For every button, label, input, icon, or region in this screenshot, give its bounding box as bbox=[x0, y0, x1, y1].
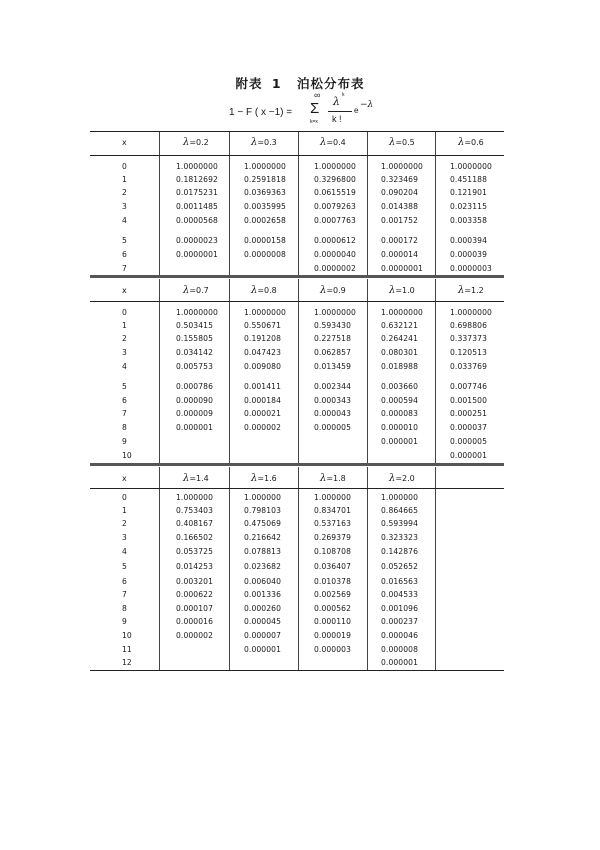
probability-cell: 0.000343 bbox=[314, 396, 352, 405]
x-value: 7 bbox=[122, 590, 127, 599]
title-name: 泊松分布表 bbox=[296, 76, 365, 91]
probability-cell: 0.047423 bbox=[244, 348, 282, 357]
probability-cell: 0.000005 bbox=[314, 423, 352, 432]
probability-cell: 0.864665 bbox=[381, 506, 419, 515]
probability-cell: 0.0175231 bbox=[176, 188, 218, 197]
probability-cell: 0.000622 bbox=[176, 590, 214, 599]
probability-cell: 0.323323 bbox=[381, 533, 419, 542]
probability-cell: 0.632121 bbox=[381, 321, 419, 330]
probability-cell: 0.000045 bbox=[244, 617, 282, 626]
probability-cell: 0.0369363 bbox=[244, 188, 286, 197]
x-value: 7 bbox=[122, 264, 127, 273]
probability-cell: 1.0000000 bbox=[450, 308, 492, 317]
probability-cell: 1.0000000 bbox=[381, 162, 423, 171]
probability-cell: 0.0000023 bbox=[176, 236, 218, 245]
probability-cell: 0.014253 bbox=[176, 562, 214, 571]
probability-cell: 0.018988 bbox=[381, 362, 419, 371]
lambda-header bbox=[183, 473, 209, 484]
probability-cell: 0.023115 bbox=[450, 202, 488, 211]
probability-cell: 0.000172 bbox=[381, 236, 419, 245]
probability-cell: 0.0079263 bbox=[314, 202, 356, 211]
page-title bbox=[0, 74, 600, 92]
probability-cell: 0.0007763 bbox=[314, 216, 356, 225]
probability-cell: 0.001500 bbox=[450, 396, 488, 405]
x-value: 9 bbox=[122, 437, 127, 446]
probability-cell: 0.001096 bbox=[381, 604, 419, 613]
probability-cell: 0.753403 bbox=[176, 506, 214, 515]
probability-cell: 0.000394 bbox=[450, 236, 488, 245]
formula-fraction-bar bbox=[328, 111, 352, 112]
probability-cell: 0.004533 bbox=[381, 590, 419, 599]
lambda-header bbox=[183, 137, 209, 148]
x-value: 8 bbox=[122, 604, 127, 613]
lambda-symbol: λ bbox=[320, 473, 327, 484]
column-divider bbox=[435, 279, 436, 464]
x-value: 3 bbox=[122, 533, 127, 542]
probability-cell: 0.142876 bbox=[381, 547, 419, 556]
lambda-value: =0.9 bbox=[326, 286, 346, 295]
x-value: 1 bbox=[122, 506, 127, 515]
probability-cell: 0.000019 bbox=[314, 631, 352, 640]
x-value: 6 bbox=[122, 577, 127, 586]
x-value: 0 bbox=[122, 308, 127, 317]
lambda-symbol: λ bbox=[251, 473, 258, 484]
probability-cell: 1.0000000 bbox=[314, 162, 356, 171]
x-value: 5 bbox=[122, 562, 127, 571]
probability-cell: 0.000043 bbox=[314, 409, 352, 418]
lambda-symbol: λ bbox=[458, 137, 465, 148]
x-value: 3 bbox=[122, 202, 127, 211]
lambda-header bbox=[320, 137, 346, 148]
lambda-symbol: λ bbox=[251, 285, 258, 296]
section-separator bbox=[90, 275, 504, 278]
x-value: 5 bbox=[122, 236, 127, 245]
x-value: 3 bbox=[122, 348, 127, 357]
probability-cell: 0.080301 bbox=[381, 348, 419, 357]
lambda-symbol: λ bbox=[183, 473, 190, 484]
formula-numerator-exp: k bbox=[342, 92, 345, 98]
lambda-header bbox=[320, 285, 346, 296]
probability-cell: 0.052652 bbox=[381, 562, 419, 571]
probability-cell: 0.834701 bbox=[314, 506, 352, 515]
probability-cell: 1.0000000 bbox=[244, 308, 286, 317]
probability-cell: 0.227518 bbox=[314, 334, 352, 343]
probability-cell: 0.000009 bbox=[176, 409, 214, 418]
probability-cell: 1.000000 bbox=[176, 493, 214, 502]
formula-sum-upper: ∞ bbox=[314, 90, 321, 100]
probability-cell: 0.000594 bbox=[381, 396, 419, 405]
probability-cell: 0.216642 bbox=[244, 533, 282, 542]
lambda-header bbox=[389, 473, 415, 484]
header-separator bbox=[90, 488, 504, 489]
lambda-value: =1.6 bbox=[257, 474, 277, 483]
probability-cell: 1.000000 bbox=[244, 493, 282, 502]
lambda-header bbox=[458, 285, 484, 296]
probability-cell: 0.062857 bbox=[314, 348, 352, 357]
probability-cell: 0.698806 bbox=[450, 321, 488, 330]
probability-cell: 0.000001 bbox=[381, 658, 419, 667]
x-value: 2 bbox=[122, 188, 127, 197]
probability-cell: 0.000046 bbox=[381, 631, 419, 640]
probability-cell: 0.0000158 bbox=[244, 236, 286, 245]
probability-cell: 0.036407 bbox=[314, 562, 352, 571]
probability-cell: 0.3296800 bbox=[314, 175, 356, 184]
probability-cell: 0.166502 bbox=[176, 533, 214, 542]
column-divider bbox=[367, 132, 368, 276]
formula-sum-lower: k=x bbox=[310, 119, 318, 125]
probability-cell: 0.0002658 bbox=[244, 216, 286, 225]
probability-cell: 0.798103 bbox=[244, 506, 282, 515]
column-divider bbox=[229, 279, 230, 464]
x-value: 11 bbox=[122, 645, 132, 654]
probability-cell: 1.0000000 bbox=[314, 308, 356, 317]
column-divider bbox=[298, 132, 299, 276]
lambda-value: =0.7 bbox=[189, 286, 209, 295]
probability-cell: 0.0000568 bbox=[176, 216, 218, 225]
formula-sum-sign: Σ bbox=[310, 100, 320, 117]
probability-cell: 0.155805 bbox=[176, 334, 214, 343]
lambda-header bbox=[389, 137, 415, 148]
probability-cell: 1.0000000 bbox=[381, 308, 423, 317]
lambda-header bbox=[389, 285, 415, 296]
lambda-value: =1.2 bbox=[464, 286, 484, 295]
probability-cell: 0.016563 bbox=[381, 577, 419, 586]
probability-cell: 0.121901 bbox=[450, 188, 488, 197]
probability-cell: 0.593430 bbox=[314, 321, 352, 330]
lambda-value: =1.8 bbox=[326, 474, 346, 483]
lambda-value: =0.8 bbox=[257, 286, 277, 295]
probability-cell: 0.002344 bbox=[314, 382, 352, 391]
probability-cell: 0.001336 bbox=[244, 590, 282, 599]
lambda-header bbox=[251, 137, 277, 148]
probability-cell: 0.120513 bbox=[450, 348, 488, 357]
probability-cell: 0.108708 bbox=[314, 547, 352, 556]
probability-cell: 0.013459 bbox=[314, 362, 352, 371]
x-value: 2 bbox=[122, 334, 127, 343]
probability-cell: 0.006040 bbox=[244, 577, 282, 586]
probability-cell: 0.0000008 bbox=[244, 250, 286, 259]
probability-cell: 1.000000 bbox=[381, 493, 419, 502]
lambda-symbol: λ bbox=[183, 137, 190, 148]
probability-cell: 0.408167 bbox=[176, 519, 214, 528]
lambda-symbol: λ bbox=[251, 137, 258, 148]
x-value: 8 bbox=[122, 423, 127, 432]
column-divider bbox=[159, 279, 160, 464]
lambda-value: =1.0 bbox=[395, 286, 415, 295]
lambda-value: =2.0 bbox=[395, 474, 415, 483]
table-bottom-rule bbox=[90, 670, 504, 671]
probability-cell: 0.000083 bbox=[381, 409, 419, 418]
probability-cell: 0.000110 bbox=[314, 617, 352, 626]
probability-cell: 0.003201 bbox=[176, 577, 214, 586]
x-value: 12 bbox=[122, 658, 132, 667]
lambda-value: =0.6 bbox=[464, 138, 484, 147]
lambda-symbol: λ bbox=[320, 137, 327, 148]
probability-cell: 0.000562 bbox=[314, 604, 352, 613]
probability-cell: 0.0011485 bbox=[176, 202, 218, 211]
probability-cell: 0.000260 bbox=[244, 604, 282, 613]
probability-cell: 0.269379 bbox=[314, 533, 352, 542]
probability-cell: 0.000008 bbox=[381, 645, 419, 654]
x-value: 4 bbox=[122, 362, 127, 371]
lambda-value: =0.4 bbox=[326, 138, 346, 147]
lambda-value: =1.4 bbox=[189, 474, 209, 483]
column-divider bbox=[159, 467, 160, 670]
probability-cell: 1.0000000 bbox=[244, 162, 286, 171]
probability-cell: 0.000010 bbox=[381, 423, 419, 432]
formula-lhs: 1 − F ( x −1) = bbox=[229, 107, 293, 118]
section-separator bbox=[90, 463, 504, 466]
probability-cell: 0.000001 bbox=[244, 645, 282, 654]
title-number: 1 bbox=[271, 76, 282, 91]
column-divider bbox=[229, 132, 230, 276]
probability-cell: 0.000039 bbox=[450, 250, 488, 259]
probability-cell: 1.0000000 bbox=[176, 162, 218, 171]
probability-cell: 0.000014 bbox=[381, 250, 419, 259]
probability-cell: 0.001752 bbox=[381, 216, 419, 225]
column-divider bbox=[298, 467, 299, 670]
lambda-header bbox=[251, 285, 277, 296]
x-value: 10 bbox=[122, 451, 132, 460]
lambda-value: =0.3 bbox=[257, 138, 277, 147]
probability-cell: 0.000090 bbox=[176, 396, 214, 405]
lambda-header bbox=[251, 473, 277, 484]
lambda-header bbox=[320, 473, 346, 484]
header-separator bbox=[90, 155, 504, 156]
probability-cell: 0.264241 bbox=[381, 334, 419, 343]
probability-cell: 0.0000002 bbox=[314, 264, 356, 273]
probability-cell: 0.537163 bbox=[314, 519, 352, 528]
x-value: 2 bbox=[122, 519, 127, 528]
probability-cell: 0.010378 bbox=[314, 577, 352, 586]
probability-cell: 0.451188 bbox=[450, 175, 488, 184]
table-top-rule bbox=[90, 131, 504, 132]
probability-cell: 0.000001 bbox=[450, 451, 488, 460]
probability-cell: 0.090204 bbox=[381, 188, 419, 197]
column-divider bbox=[367, 279, 368, 464]
probability-cell: 0.000786 bbox=[176, 382, 214, 391]
probability-cell: 0.000016 bbox=[176, 617, 214, 626]
probability-cell: 0.475069 bbox=[244, 519, 282, 528]
x-value: 4 bbox=[122, 216, 127, 225]
probability-cell: 1.0000000 bbox=[176, 308, 218, 317]
probability-cell: 0.0000040 bbox=[314, 250, 356, 259]
probability-cell: 0.000001 bbox=[381, 437, 419, 446]
probability-cell: 1.0000000 bbox=[450, 162, 492, 171]
probability-cell: 0.007746 bbox=[450, 382, 488, 391]
formula-numerator: λ bbox=[333, 95, 340, 108]
lambda-symbol: λ bbox=[458, 285, 465, 296]
header-separator bbox=[90, 301, 504, 302]
probability-cell: 0.003660 bbox=[381, 382, 419, 391]
probability-cell: 0.034142 bbox=[176, 348, 214, 357]
probability-cell: 0.078813 bbox=[244, 547, 282, 556]
probability-cell: 0.002569 bbox=[314, 590, 352, 599]
poisson-formula bbox=[229, 92, 389, 128]
x-value: 4 bbox=[122, 547, 127, 556]
x-column-header: x bbox=[122, 138, 127, 147]
lambda-symbol: λ bbox=[183, 285, 190, 296]
probability-cell: 0.000005 bbox=[450, 437, 488, 446]
column-divider bbox=[159, 132, 160, 276]
probability-cell: 0.191208 bbox=[244, 334, 282, 343]
probability-cell: 0.000184 bbox=[244, 396, 282, 405]
probability-cell: 0.0615519 bbox=[314, 188, 356, 197]
x-column-header: x bbox=[122, 474, 127, 483]
probability-cell: 0.053725 bbox=[176, 547, 214, 556]
probability-cell: 0.000037 bbox=[450, 423, 488, 432]
x-value: 0 bbox=[122, 493, 127, 502]
x-value: 6 bbox=[122, 250, 127, 259]
probability-cell: 0.0000001 bbox=[381, 264, 423, 273]
lambda-symbol: λ bbox=[389, 473, 396, 484]
lambda-symbol: λ bbox=[389, 137, 396, 148]
lambda-header bbox=[183, 285, 209, 296]
probability-cell: 0.005753 bbox=[176, 362, 214, 371]
probability-cell: 0.009080 bbox=[244, 362, 282, 371]
probability-cell: 0.001411 bbox=[244, 382, 282, 391]
probability-cell: 0.000237 bbox=[381, 617, 419, 626]
probability-cell: 0.000002 bbox=[244, 423, 282, 432]
probability-cell: 0.000107 bbox=[176, 604, 214, 613]
x-value: 7 bbox=[122, 409, 127, 418]
probability-cell: 0.2591818 bbox=[244, 175, 286, 184]
probability-cell: 0.0035995 bbox=[244, 202, 286, 211]
probability-cell: 0.000251 bbox=[450, 409, 488, 418]
probability-cell: 0.000007 bbox=[244, 631, 282, 640]
column-divider bbox=[367, 467, 368, 670]
probability-cell: 0.1812692 bbox=[176, 175, 218, 184]
x-column-header: x bbox=[122, 286, 127, 295]
probability-cell: 0.0000003 bbox=[450, 264, 492, 273]
x-value: 10 bbox=[122, 631, 132, 640]
x-value: 1 bbox=[122, 175, 127, 184]
probability-cell: 0.593994 bbox=[381, 519, 419, 528]
probability-cell: 0.0000001 bbox=[176, 250, 218, 259]
x-value: 0 bbox=[122, 162, 127, 171]
column-divider bbox=[298, 279, 299, 464]
lambda-value: =0.5 bbox=[395, 138, 415, 147]
x-value: 9 bbox=[122, 617, 127, 626]
formula-exp-power: −λ bbox=[360, 100, 374, 110]
probability-cell: 0.000002 bbox=[176, 631, 214, 640]
x-value: 5 bbox=[122, 382, 127, 391]
column-divider bbox=[229, 467, 230, 670]
formula-exp-base: e bbox=[354, 106, 359, 115]
lambda-header bbox=[458, 137, 484, 148]
probability-cell: 0.323469 bbox=[381, 175, 419, 184]
column-divider bbox=[435, 132, 436, 276]
formula-denominator: k ! bbox=[332, 114, 342, 124]
probability-cell: 0.023682 bbox=[244, 562, 282, 571]
probability-cell: 0.000001 bbox=[176, 423, 214, 432]
probability-cell: 0.0000612 bbox=[314, 236, 356, 245]
column-divider bbox=[435, 467, 436, 670]
probability-cell: 0.014388 bbox=[381, 202, 419, 211]
probability-cell: 1.000000 bbox=[314, 493, 352, 502]
probability-cell: 0.503415 bbox=[176, 321, 214, 330]
probability-cell: 0.000003 bbox=[314, 645, 352, 654]
probability-cell: 0.000021 bbox=[244, 409, 282, 418]
probability-cell: 0.003358 bbox=[450, 216, 488, 225]
lambda-symbol: λ bbox=[320, 285, 327, 296]
x-value: 6 bbox=[122, 396, 127, 405]
lambda-value: =0.2 bbox=[189, 138, 209, 147]
probability-cell: 0.550671 bbox=[244, 321, 282, 330]
title-prefix: 附表 bbox=[235, 76, 263, 91]
lambda-symbol: λ bbox=[389, 285, 396, 296]
probability-cell: 0.337373 bbox=[450, 334, 488, 343]
x-value: 1 bbox=[122, 321, 127, 330]
probability-cell: 0.033769 bbox=[450, 362, 488, 371]
